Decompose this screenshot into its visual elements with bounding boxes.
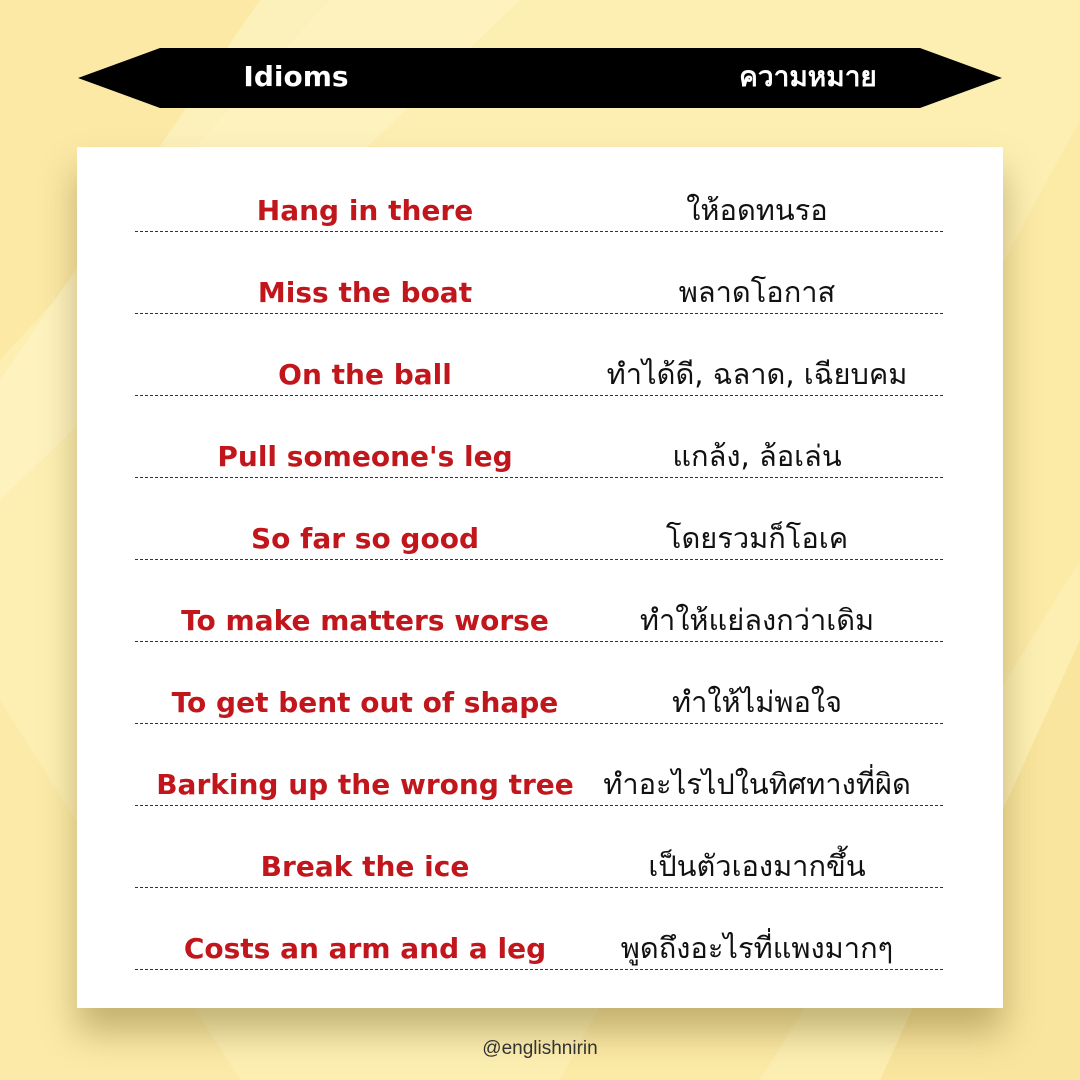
idiom-text: Miss the boat	[257, 276, 473, 309]
dashed-divider	[135, 805, 943, 806]
dashed-divider	[135, 395, 943, 396]
dashed-divider	[135, 969, 943, 970]
idiom-text: Costs an arm and a leg	[183, 932, 547, 965]
idiom-text: Barking up the wrong tree	[156, 768, 574, 801]
header-meaning-label: ความหมาย	[739, 60, 877, 93]
idiom-meaning: ทำให้ไม่พอใจ	[671, 685, 843, 719]
idiom-text: Break the ice	[260, 850, 470, 883]
idiom-meaning: แกล้ง, ล้อเล่น	[672, 439, 842, 473]
dashed-divider	[135, 313, 943, 314]
idiom-meaning: เป็นตัวเองมากขึ้น	[648, 849, 866, 883]
idiom-meaning: ทำอะไรไปในทิศทางที่ผิด	[603, 767, 911, 801]
dashed-divider	[135, 723, 943, 724]
idiom-row	[77, 663, 1003, 745]
idiom-meaning: โดยรวมก็โอเค	[665, 521, 849, 555]
idiom-meaning: ให้อดทนรอ	[686, 193, 828, 227]
idiom-text: To make matters worse	[181, 604, 549, 637]
dashed-divider	[135, 559, 943, 560]
idiom-row	[77, 581, 1003, 663]
idiom-text: To get bent out of shape	[171, 686, 559, 719]
idiom-row	[77, 335, 1003, 417]
idiom-meaning: ทำให้แย่ลงกว่าเดิม	[639, 603, 875, 637]
idiom-row	[77, 253, 1003, 335]
idiom-row	[77, 499, 1003, 581]
idiom-text: Pull someone's leg	[217, 440, 513, 473]
idiom-row	[77, 745, 1003, 827]
header-idioms-label: Idioms	[243, 60, 349, 93]
author-handle: @englishnirin	[482, 1038, 598, 1059]
idiom-row	[77, 909, 1003, 991]
idiom-row	[77, 417, 1003, 499]
header-banner	[78, 48, 1002, 108]
idiom-meaning: พลาดโอกาส	[678, 275, 836, 309]
dashed-divider	[135, 477, 943, 478]
idiom-meaning: พูดถึงอะไรที่แพงมากๆ	[620, 931, 894, 965]
dashed-divider	[135, 641, 943, 642]
dashed-divider	[135, 231, 943, 232]
idiom-meaning: ทำได้ดี, ฉลาด, เฉียบคม	[606, 357, 908, 391]
idiom-row	[77, 827, 1003, 909]
idiom-card	[77, 147, 1003, 1008]
idiom-text: Hang in there	[256, 194, 474, 227]
idiom-text: So far so good	[251, 522, 479, 555]
idiom-row	[77, 171, 1003, 253]
dashed-divider	[135, 887, 943, 888]
idiom-list	[77, 171, 1003, 991]
idiom-text: On the ball	[278, 358, 452, 391]
